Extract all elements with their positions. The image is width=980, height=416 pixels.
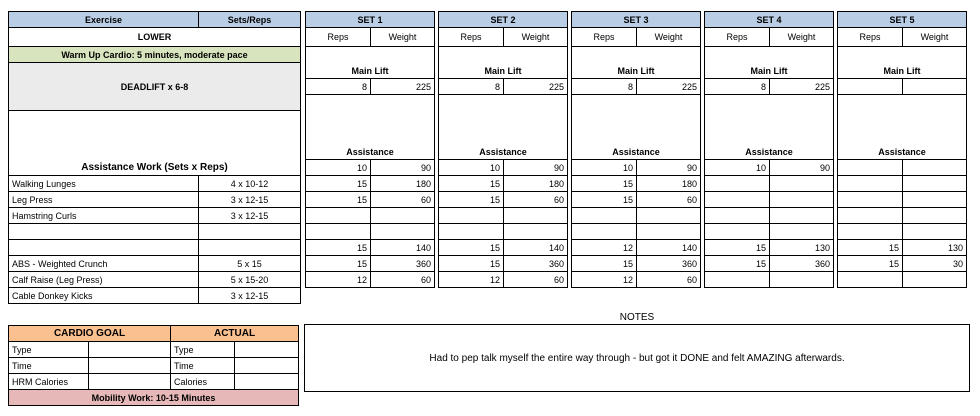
table-row: [572, 224, 701, 240]
weight-cell[interactable]: [770, 176, 834, 192]
table-row: [9, 272, 301, 288]
table-row: [838, 272, 967, 288]
reps-cell[interactable]: [838, 176, 903, 192]
table-row: [838, 240, 967, 256]
weight-cell[interactable]: [637, 208, 701, 224]
table-row: [838, 176, 967, 192]
table-row: [572, 256, 701, 272]
weight-cell[interactable]: [770, 208, 834, 224]
reps-cell[interactable]: 12: [572, 272, 637, 288]
weight-cell[interactable]: 60: [371, 192, 435, 208]
weight-cell[interactable]: 90: [504, 160, 568, 176]
reps-cell[interactable]: 15: [306, 176, 371, 192]
reps-cell[interactable]: 15: [838, 240, 903, 256]
main-lift-weight[interactable]: 225: [371, 79, 435, 95]
reps-cell[interactable]: 15: [705, 240, 770, 256]
main-lift-label: Main Lift: [439, 47, 568, 79]
weight-cell[interactable]: 60: [504, 272, 568, 288]
table-row: [439, 160, 568, 176]
reps-cell[interactable]: [838, 208, 903, 224]
reps-column-label: Reps: [705, 28, 770, 47]
weight-cell[interactable]: 140: [637, 240, 701, 256]
weight-column-label: Weight: [371, 28, 435, 47]
exercise-table: [8, 11, 301, 304]
table-row: [572, 272, 701, 288]
cardio-row: [9, 358, 299, 374]
table-row: [705, 272, 834, 288]
set-title: SET 3: [572, 12, 701, 28]
main-lift-weight[interactable]: 225: [504, 79, 568, 95]
weight-cell[interactable]: [903, 176, 967, 192]
reps-cell[interactable]: 10: [439, 160, 504, 176]
weight-column-label: Weight: [504, 28, 568, 47]
cardio-actual-label: Type: [171, 342, 235, 358]
exercise-scheme[interactable]: 5 x 15: [199, 256, 301, 272]
notes-title: NOTES: [619, 312, 655, 323]
main-lift-reps[interactable]: 8: [439, 79, 504, 95]
table-row: [705, 208, 834, 224]
table-row: [705, 160, 834, 176]
weight-cell[interactable]: [903, 192, 967, 208]
notes-box[interactable]: [304, 324, 970, 392]
reps-column-label: Reps: [439, 28, 504, 47]
exercise-name[interactable]: Walking Lunges: [9, 176, 199, 192]
main-lift-reps[interactable]: 8: [306, 79, 371, 95]
reps-cell[interactable]: 15: [439, 192, 504, 208]
weight-cell[interactable]: [770, 272, 834, 288]
reps-cell[interactable]: 15: [306, 256, 371, 272]
weight-cell[interactable]: [504, 224, 568, 240]
table-row: [838, 160, 967, 176]
table-row: [439, 176, 568, 192]
reps-cell[interactable]: 15: [572, 192, 637, 208]
weight-cell[interactable]: 60: [371, 272, 435, 288]
exercise-name[interactable]: Calf Raise (Leg Press): [9, 272, 199, 288]
exercise-name[interactable]: Leg Press: [9, 192, 199, 208]
cardio-goal-value[interactable]: [89, 342, 171, 358]
reps-cell[interactable]: 12: [306, 272, 371, 288]
cardio-actual-header: ACTUAL: [171, 326, 299, 342]
weight-cell[interactable]: [371, 224, 435, 240]
weight-cell[interactable]: 360: [637, 256, 701, 272]
cardio-goal-label: HRM Calories: [9, 374, 89, 390]
reps-cell[interactable]: 10: [572, 160, 637, 176]
set-title: SET 1: [306, 12, 435, 28]
table-row: [572, 240, 701, 256]
weight-cell[interactable]: 60: [637, 272, 701, 288]
cardio-row: [9, 342, 299, 358]
table-row: [838, 224, 967, 240]
table-row: [705, 192, 834, 208]
table-row: [306, 192, 435, 208]
exercise-scheme[interactable]: 3 x 12-15: [199, 208, 301, 224]
table-row: [9, 208, 301, 224]
exercise-scheme[interactable]: [199, 240, 301, 256]
reps-cell[interactable]: [838, 224, 903, 240]
weight-column-label: Weight: [903, 28, 967, 47]
table-row: [705, 224, 834, 240]
exercise-name[interactable]: Hamstring Curls: [9, 208, 199, 224]
weight-cell[interactable]: 180: [371, 176, 435, 192]
reps-cell[interactable]: 15: [306, 192, 371, 208]
reps-cell[interactable]: 15: [705, 256, 770, 272]
exercise-scheme[interactable]: 3 x 12-15: [199, 192, 301, 208]
weight-cell[interactable]: [770, 192, 834, 208]
exercise-scheme[interactable]: 4 x 10-12: [199, 176, 301, 192]
table-row: [572, 176, 701, 192]
cardio-actual-value[interactable]: [235, 358, 299, 374]
table-row: [306, 256, 435, 272]
reps-column-label: Reps: [306, 28, 371, 47]
weight-cell[interactable]: 360: [770, 256, 834, 272]
weight-cell[interactable]: [637, 224, 701, 240]
table-row: [9, 240, 301, 256]
cardio-goal-value[interactable]: [89, 374, 171, 390]
day-label: LOWER: [9, 28, 301, 47]
table-row: [9, 192, 301, 208]
reps-cell[interactable]: [306, 208, 371, 224]
main-lift-label: Main Lift: [572, 47, 701, 79]
table-row: [572, 208, 701, 224]
weight-cell[interactable]: 90: [637, 160, 701, 176]
exercise-name[interactable]: [9, 240, 199, 256]
table-row: [9, 224, 301, 240]
set-table-3: [571, 11, 701, 288]
reps-cell[interactable]: 15: [572, 176, 637, 192]
reps-cell[interactable]: 15: [439, 256, 504, 272]
main-lift-weight[interactable]: 225: [770, 79, 834, 95]
sets-reps-header: Sets/Reps: [199, 12, 301, 28]
main-lift-label: DEADLIFT x 6-8: [9, 63, 301, 111]
table-row: [439, 224, 568, 240]
reps-column-label: Reps: [572, 28, 637, 47]
table-row: [306, 176, 435, 192]
assistance-label: Assistance: [439, 95, 568, 160]
reps-cell[interactable]: [705, 208, 770, 224]
reps-cell[interactable]: 15: [439, 240, 504, 256]
exercise-scheme[interactable]: 3 x 12-15: [199, 288, 301, 304]
reps-cell[interactable]: 15: [572, 256, 637, 272]
weight-cell[interactable]: [903, 208, 967, 224]
table-row: [9, 256, 301, 272]
main-lift-label: Main Lift: [838, 47, 967, 79]
main-lift-weight[interactable]: 225: [637, 79, 701, 95]
reps-cell[interactable]: 10: [705, 160, 770, 176]
cardio-goal-label: Time: [9, 358, 89, 374]
cardio-goal-header: CARDIO GOAL: [9, 326, 171, 342]
cardio-row: [9, 374, 299, 390]
weight-cell[interactable]: [371, 208, 435, 224]
weight-cell[interactable]: [504, 208, 568, 224]
assistance-header: Assistance Work (Sets x Reps): [9, 111, 301, 176]
reps-cell[interactable]: 12: [572, 240, 637, 256]
weight-cell[interactable]: 60: [637, 192, 701, 208]
reps-cell[interactable]: [838, 160, 903, 176]
table-row: [705, 176, 834, 192]
cardio-table: [8, 325, 299, 406]
set-title: SET 5: [838, 12, 967, 28]
set-table-4: [704, 11, 834, 288]
table-row: [439, 192, 568, 208]
weight-cell[interactable]: 60: [504, 192, 568, 208]
assistance-label: Assistance: [572, 95, 701, 160]
table-row: [306, 272, 435, 288]
reps-cell[interactable]: 15: [306, 240, 371, 256]
reps-cell[interactable]: [705, 224, 770, 240]
table-row: [439, 272, 568, 288]
table-row: [439, 240, 568, 256]
table-row: [705, 240, 834, 256]
reps-cell[interactable]: [705, 176, 770, 192]
exercise-header: Exercise: [9, 12, 199, 28]
set-table-5: [837, 11, 967, 288]
table-row: [9, 176, 301, 192]
main-lift-weight[interactable]: [903, 79, 967, 95]
main-lift-reps[interactable]: 8: [572, 79, 637, 95]
set-table-1: [305, 11, 435, 288]
reps-cell[interactable]: [439, 208, 504, 224]
reps-cell[interactable]: [838, 192, 903, 208]
reps-cell[interactable]: [439, 224, 504, 240]
set-title: SET 2: [439, 12, 568, 28]
assistance-label: Assistance: [705, 95, 834, 160]
weight-cell[interactable]: 360: [504, 256, 568, 272]
table-row: [572, 160, 701, 176]
weight-cell[interactable]: 90: [770, 160, 834, 176]
set-title: SET 4: [705, 12, 834, 28]
table-row: [306, 208, 435, 224]
table-row: [306, 160, 435, 176]
assistance-label: Assistance: [306, 95, 435, 160]
weight-cell[interactable]: [903, 224, 967, 240]
reps-cell[interactable]: [572, 224, 637, 240]
exercise-name[interactable]: Cable Donkey Kicks: [9, 288, 199, 304]
weight-cell[interactable]: 140: [504, 240, 568, 256]
reps-cell[interactable]: 15: [439, 176, 504, 192]
table-row: [439, 208, 568, 224]
set-table-2: [438, 11, 568, 288]
table-row: [838, 256, 967, 272]
reps-cell[interactable]: 15: [838, 256, 903, 272]
main-lift-label: Main Lift: [705, 47, 834, 79]
cardio-goal-value[interactable]: [89, 358, 171, 374]
cardio-goal-label: Type: [9, 342, 89, 358]
table-row: [306, 224, 435, 240]
reps-cell[interactable]: [572, 208, 637, 224]
reps-cell[interactable]: [705, 272, 770, 288]
assistance-label: Assistance: [838, 95, 967, 160]
exercise-scheme[interactable]: 5 x 15-20: [199, 272, 301, 288]
reps-cell[interactable]: [705, 192, 770, 208]
cardio-actual-value[interactable]: [235, 374, 299, 390]
weight-cell[interactable]: 180: [504, 176, 568, 192]
table-row: [439, 256, 568, 272]
main-lift-reps[interactable]: [838, 79, 903, 95]
cardio-actual-label: Time: [171, 358, 235, 374]
weight-cell[interactable]: 130: [903, 240, 967, 256]
exercise-scheme[interactable]: [199, 224, 301, 240]
weight-cell[interactable]: 30: [903, 256, 967, 272]
exercise-name[interactable]: [9, 224, 199, 240]
reps-cell[interactable]: [306, 224, 371, 240]
weight-cell[interactable]: 360: [371, 256, 435, 272]
reps-cell[interactable]: 12: [439, 272, 504, 288]
weight-cell[interactable]: 130: [770, 240, 834, 256]
table-row: [9, 288, 301, 304]
warmup-label: Warm Up Cardio: 5 minutes, moderate pace: [9, 47, 301, 63]
notes-text: Had to pep talk myself the entire way through - but got it DONE and felt AMAZING afterwards.: [429, 352, 845, 364]
table-row: [838, 208, 967, 224]
weight-cell[interactable]: 180: [637, 176, 701, 192]
weight-cell[interactable]: [770, 224, 834, 240]
reps-column-label: Reps: [838, 28, 903, 47]
main-lift-reps[interactable]: 8: [705, 79, 770, 95]
reps-cell[interactable]: [838, 272, 903, 288]
weight-cell[interactable]: 90: [371, 160, 435, 176]
mobility-label: Mobility Work: 10-15 Minutes: [9, 390, 299, 406]
table-row: [705, 256, 834, 272]
table-row: [838, 192, 967, 208]
weight-cell[interactable]: [903, 272, 967, 288]
weight-cell[interactable]: 140: [371, 240, 435, 256]
table-row: [572, 192, 701, 208]
weight-cell[interactable]: [903, 160, 967, 176]
reps-cell[interactable]: 10: [306, 160, 371, 176]
cardio-actual-value[interactable]: [235, 342, 299, 358]
table-row: [306, 240, 435, 256]
weight-column-label: Weight: [770, 28, 834, 47]
main-lift-label: Main Lift: [306, 47, 435, 79]
exercise-name[interactable]: ABS - Weighted Crunch: [9, 256, 199, 272]
cardio-actual-label: Calories: [171, 374, 235, 390]
weight-column-label: Weight: [637, 28, 701, 47]
